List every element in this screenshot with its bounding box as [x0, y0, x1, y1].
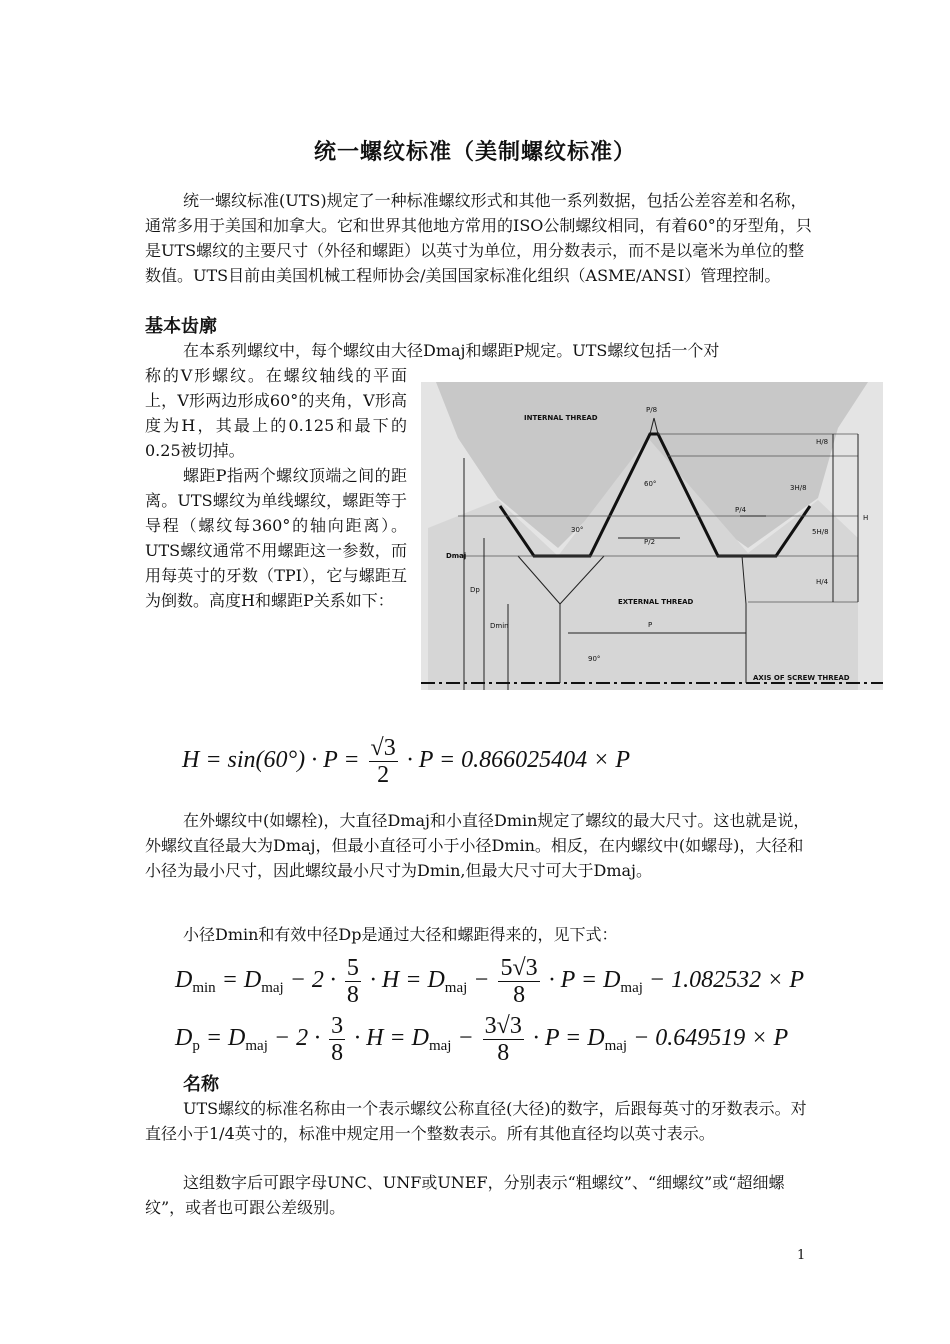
formula-dp-fraction-1: [329, 1013, 345, 1066]
formula-h-lhs: H = sin(60°) · P =: [182, 747, 360, 774]
derive-paragraph: 小径Dmin和有效中径Dp是通过大径和螺距得来的，见下式：: [183, 925, 618, 944]
formula-h-denominator: 2: [377, 762, 390, 788]
formula-dp-term: −: [451, 1025, 474, 1052]
label-p8: P/8: [646, 406, 658, 414]
page-number: 1: [797, 1248, 806, 1263]
fraction-denominator: 8: [331, 1040, 344, 1066]
formula-dp-term: − 2 ·: [267, 1025, 321, 1052]
basic-profile-paragraph-2: 螺距P指两个螺纹顶端之间的距离。UTS螺纹为单线螺纹，螺距等于导程（螺纹每360°的轴向距离）。UTS螺纹通常不用螺距这一参数，而用每英寸的牙数（TPI），它与螺距互为倒数。高度H和螺距P关系如下：: [145, 466, 407, 610]
formula-dmin-term: · H = D: [369, 967, 445, 994]
intro-paragraph: 统一螺纹标准(UTS)规定了一种标准螺纹形式和其他一系列数据，包括公差容差和名称，通常多用于美国和加拿大。它和世界其他地方常用的ISO公制螺纹相同，有着60°的牙型角，只是UTS螺纹的主要尺寸（外径和螺距）以英寸为单位，用分数表示，而不是以毫米为单位的整数值。UTS目前由美国机械工程师协会/美国国家标准化组织（ASME/ANSI）管理控制。: [145, 191, 812, 285]
formula-dmin-term: − 1.082532 × P: [642, 967, 804, 994]
label-30deg: 30°: [571, 526, 584, 534]
formula-dmin-term: · P = D: [548, 967, 621, 994]
formula-dmin-term: D: [175, 967, 193, 994]
basic-profile-line: 在本系列螺纹中，每个螺纹由大径Dmaj和螺距P规定。UTS螺纹包括一个对: [183, 341, 720, 360]
formula-dmin-subscript: min: [192, 980, 216, 997]
label-90deg: 90°: [588, 655, 601, 663]
fraction-numerator: 3: [331, 1013, 344, 1039]
basic-profile-paragraph-1: 称的V形螺纹。在螺纹轴线的平面上，V形两边形成60°的夹角，V形高度为H，其最上的0.125和最下的0.25被切掉。: [145, 366, 407, 460]
fraction-numerator: 3√3: [484, 1013, 522, 1039]
external-thread-paragraph: 在外螺纹中(如螺栓)，大直径Dmaj和小直径Dmin规定了螺纹的最大尺寸。这也就是说，外螺纹直径最大为Dmaj，但最小直径可小于小径Dmin。相反，在内螺纹中(如螺母)，大径和小径为最小尺寸，因此螺纹最小尺寸为Dmin,但最大尺寸可大于Dmaj。: [145, 811, 810, 880]
axis-label: AXIS OF SCREW THREAD: [753, 674, 850, 682]
label-h: H: [863, 514, 869, 522]
fraction-denominator: 8: [513, 982, 526, 1008]
formula-dp-term: D: [175, 1025, 193, 1052]
formula-dmin-term: = D: [215, 967, 262, 994]
label-5h8: 5H/8: [812, 528, 829, 536]
thread-profile-diagram: [418, 378, 886, 693]
label-dmin: Dmin: [490, 622, 509, 630]
formula-dmin-term: −: [467, 967, 490, 994]
external-thread-label: EXTERNAL THREAD: [618, 598, 694, 606]
formula-h-fraction: [369, 735, 398, 788]
formula-dp-fraction-2: [483, 1013, 524, 1066]
formula-dp-term: − 0.649519 × P: [627, 1025, 789, 1052]
label-3h8: 3H/8: [790, 484, 807, 492]
formula-dp-subscript: p: [192, 1038, 200, 1055]
label-60deg: 60°: [644, 480, 657, 488]
formula-dp-subscript: maj: [604, 1038, 628, 1055]
label-dmaj: Dmaj: [446, 552, 467, 560]
fraction-numerator: 5: [346, 955, 359, 981]
thread-profile-svg: [418, 378, 886, 693]
fraction-denominator: 8: [346, 982, 359, 1008]
section-heading-designation: 名称: [183, 1074, 219, 1095]
formula-dp: [175, 1013, 788, 1066]
formula-dp-term: · P = D: [532, 1025, 605, 1052]
formula-h: [182, 735, 630, 788]
section-heading-basic-profile: 基本齿廓: [145, 316, 217, 337]
basic-profile-text-column: [145, 363, 407, 613]
formula-dp-term: = D: [199, 1025, 246, 1052]
formula-dmin-term: − 2 ·: [283, 967, 336, 994]
formula-dp-subscript: maj: [245, 1038, 268, 1055]
formula-dmin-subscript: maj: [444, 980, 468, 997]
formula-dmin-subscript: maj: [261, 980, 284, 997]
label-h8: H/8: [816, 438, 829, 446]
formula-dp-subscript: maj: [428, 1038, 452, 1055]
formula-dmin-subscript: maj: [620, 980, 643, 997]
formula-dmin: [175, 955, 804, 1008]
designation-paragraph-1: UTS螺纹的标准名称由一个表示螺纹公称直径(大径)的数字，后跟每英寸的牙数表示。对直径小于1/4英寸的，标准中规定用一个整数表示。所有其他直径均以英寸表示。: [145, 1099, 807, 1143]
label-p2: P/2: [644, 538, 656, 546]
label-dp: Dp: [470, 586, 480, 594]
designation-paragraph-2: 这组数字后可跟字母UNC、UNF或UNEF，分别表示“粗螺纹”、“细螺纹”或“超细螺纹”，或者也可跟公差级别。: [145, 1173, 785, 1217]
formula-dmin-fraction-2: [498, 955, 539, 1008]
fraction-denominator: 8: [497, 1040, 510, 1066]
page-title: 统一螺纹标准（美制螺纹标准）: [313, 140, 636, 165]
fraction-numerator: 5√3: [500, 955, 538, 981]
formula-dp-term: · H = D: [354, 1025, 429, 1052]
formula-h-rhs: · P = 0.866025404 × P: [406, 747, 630, 774]
label-h4: H/4: [816, 578, 829, 586]
label-p: P: [648, 621, 653, 629]
formula-dmin-fraction-1: [345, 955, 361, 1008]
internal-thread-label: INTERNAL THREAD: [524, 414, 598, 422]
label-p4: P/4: [735, 506, 747, 514]
formula-h-numerator: √3: [370, 735, 396, 761]
